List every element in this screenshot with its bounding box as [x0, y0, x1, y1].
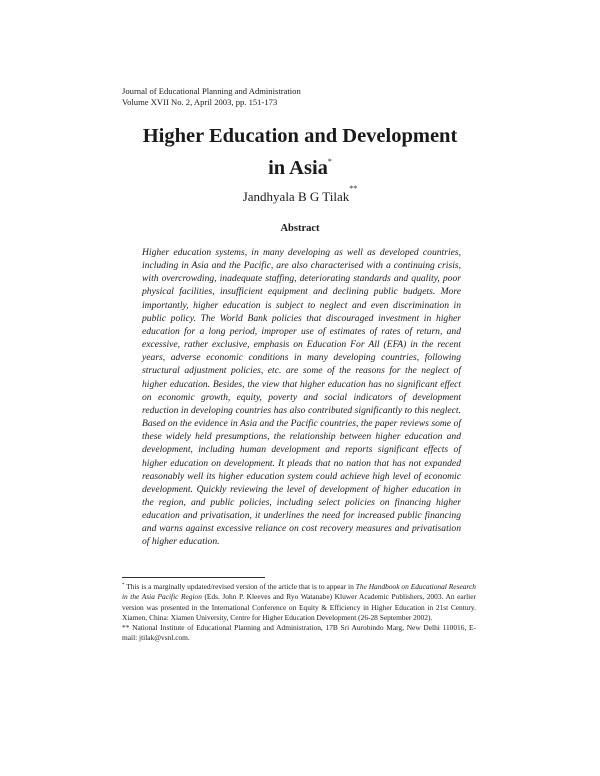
- journal-name: Journal of Educational Planning and Administration: [122, 86, 301, 96]
- author-footnote-marker: **: [349, 184, 358, 193]
- footnote-1: [122, 581, 476, 623]
- title-line-2: [0, 149, 600, 181]
- journal-citation: [122, 86, 301, 108]
- journal-volume: Volume XVII No. 2, April 2003, pp. 151-173: [122, 97, 278, 107]
- abstract-text: Higher education systems, in many developing as well as developed countries, including in Asia and the Pacific, are also characterised with a continuing crisis, with overcrowding, inadequate staffing, deteriorating standards and quality, poor physical facilities, insufficient equipment and declining public budgets. More importantly, higher education is subject to neglect and even discrimination in public policy. The World Bank policies that discouraged investment in higher education for a long period, improper use of estimates of rates of return, and excessive, rather exclusive, emphasis on Education For All (EFA) in the recent years, adverse economic conditions in many developing countries, following structural adjustment policies, etc. are some of the reasons for the neglect of higher education. Besides, the view that higher education has no significant effect on economic growth, equity, poverty and social indicators of development reduction in developing countries has also contributed significantly to this neglect. Based on the evidence in Asia and the Pacific countries, the paper reviews some of these widely held presumptions, the relationship between higher education and development, including human development and reports significant effects of higher education on development. It pleads that no nation that has not expanded reasonably well its higher education system could achieve high level of economic development. Quickly reviewing the level of development of higher education in the region, and public policies, including select policies on financing higher education and privatisation, it underlines the need for increased public financing and warns against excessive reliance on cost recovery measures and privatisation of higher education.: [142, 247, 461, 548]
- paper-title: [0, 124, 600, 181]
- author-name: Jandhyala B G Tilak: [242, 189, 350, 204]
- title-line-1: Higher Education and Development: [142, 125, 458, 147]
- footnote-1-marker: *: [122, 583, 125, 588]
- footnote-2-marker: **: [122, 623, 130, 633]
- footnotes: [122, 581, 476, 644]
- footnote-1-book-title: The Handbook on Educational Research in the Asia Pacific Region: [122, 582, 476, 602]
- footnote-1-text-before: This is a marginally updated/revised version of the article that is to appear in: [124, 582, 356, 591]
- footnote-2-text: National Institute of Educational Planning and Administration, 17B Sri Aurobindo Marg, New Delhi 110016, E-mail: jtilak@vsnl.com.: [122, 623, 476, 643]
- footnote-1-text-after: (Eds. John P. Kleeves and Ryo Watanabe) Kluwer Academic Publishers, 2003. An earlier version was presented in the International Conference on Equity & Efficiency in Higher Education in 21st Century. Xiamen, China: Xiamen University, Centre for Higher Education Development (26-28 September 2002).: [122, 592, 476, 622]
- title-footnote-marker: *: [327, 157, 332, 166]
- footnote-2: [122, 623, 476, 644]
- author-line: [0, 181, 600, 205]
- abstract-heading: Abstract: [280, 223, 320, 234]
- title-line-2-text: in Asia: [268, 157, 328, 179]
- footnote-divider: [122, 577, 265, 578]
